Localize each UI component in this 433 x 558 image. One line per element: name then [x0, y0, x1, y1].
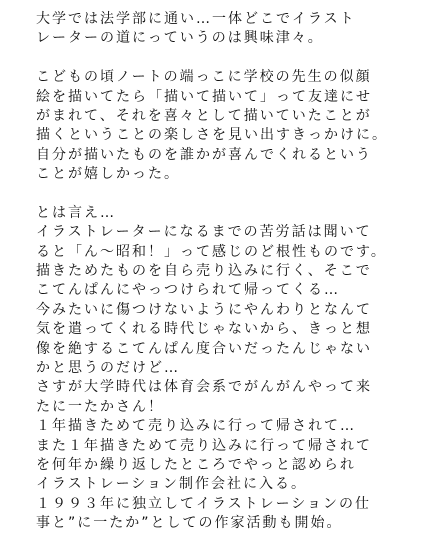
text-line: 大学では法学部に通い…一体どこでイラスト [36, 11, 356, 27]
text-line: を何年か繰り返したところでやっと認められ [36, 456, 356, 473]
text-line: たに一たかさん！ [36, 398, 164, 415]
paragraph-gap [36, 185, 413, 204]
paragraph-3 [36, 204, 413, 534]
text-line: とは言え… [36, 204, 116, 221]
text-line: 自分が描いたものを誰かが喜んでくれるという [36, 146, 372, 163]
text-line: ことが嬉しかった。 [36, 166, 180, 183]
text-line: かと思うのだけど… [36, 360, 180, 377]
text-line: 描きためたものを自ら売り込みに行く、そこで [36, 263, 372, 280]
text-line: 事と”に一たか”としての作家活動も開始。 [36, 515, 343, 532]
text-line: 今みたいに傷つけないようにやんわりとなんて [36, 301, 372, 318]
paragraph-2 [36, 68, 413, 184]
text-line: レーターの道にっていうのは興味津々。 [36, 30, 324, 47]
text-line: こてんぱんにやっつけられて帰ってくる… [36, 282, 340, 299]
text-line: イラストレーション制作会社に入る。 [36, 476, 308, 493]
text-line: 像を絶するこてんぱん度合いだったんじゃない [36, 340, 372, 357]
text-line: こどもの頃ノートの端っこに学校の先生の似顔 [36, 69, 372, 86]
text-line: イラストレーターになるまでの苦労話は聞いて [36, 224, 372, 241]
text-line: 絵を描いてたら「描いて描いて」って友達にせ [36, 88, 372, 105]
text-line: １９９３年に独立してイラストレーションの仕 [36, 495, 372, 512]
text-line: ると「ん～昭和！」って感じのど根性ものです。 [36, 243, 387, 260]
text-line: １年描きためて売り込みに行って帰されて… [36, 418, 356, 435]
text-line: 描くということの楽しさを見い出すきっかけに。 [36, 127, 388, 144]
paragraph-1 [36, 10, 413, 49]
text-line: さすが大学時代は体育会系でがんがんやって来 [36, 379, 372, 396]
text-line: また１年描きためて売り込みに行って帰されて [36, 437, 372, 454]
text-line: 気を遣ってくれる時代じゃないから、きっと想 [36, 321, 372, 338]
text-line: がまれて、それを喜々として描いていたことが [36, 107, 372, 124]
paragraph-gap [36, 49, 413, 68]
